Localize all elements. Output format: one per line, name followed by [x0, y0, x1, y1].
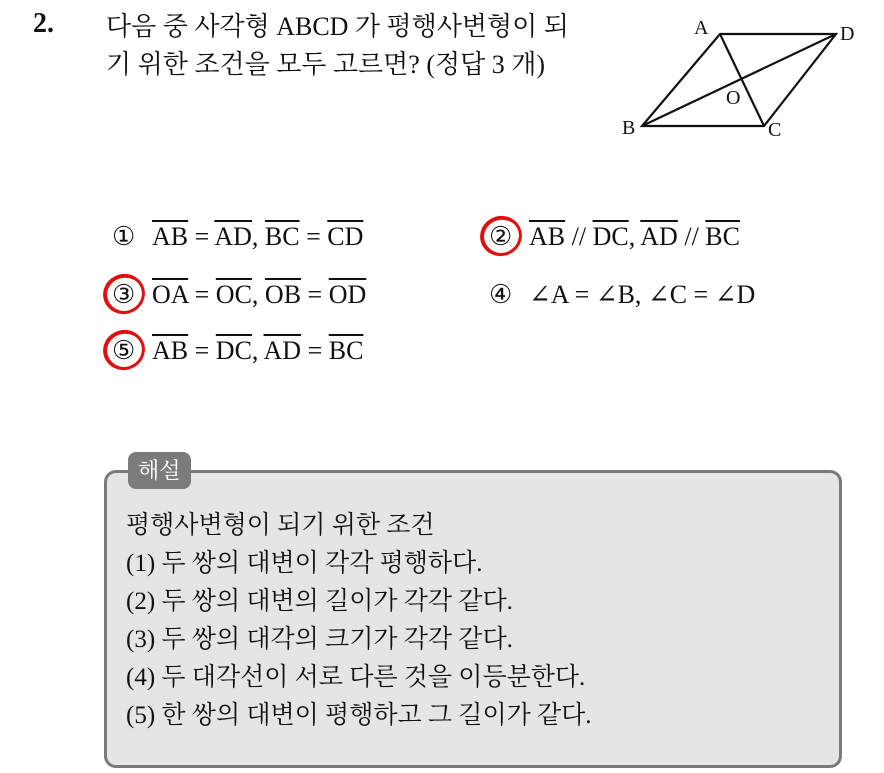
segment: $\overline{BC}$	[264, 222, 300, 251]
segment: $\overline{BC}$	[705, 222, 740, 251]
option-number: ②	[489, 222, 513, 251]
diagonal-bd	[642, 34, 836, 126]
relation: =	[299, 222, 328, 251]
relation: //	[565, 222, 593, 251]
segment: $\overline{AB}$	[152, 222, 189, 251]
option-5[interactable]	[112, 334, 363, 368]
segment: $\overline{AB}$	[529, 222, 566, 251]
option-number: ①	[112, 222, 136, 251]
relation: =	[188, 280, 216, 309]
vertex-label-a: A	[694, 18, 709, 39]
solution-line: (5) 한 쌍의 대변이 평행하고 그 길이가 같다.	[126, 702, 592, 729]
relation: =	[301, 336, 329, 365]
option-number: ④	[489, 280, 513, 309]
option-1[interactable]	[112, 220, 363, 254]
solution-line: (4) 두 대각선이 서로 다른 것을 이등분한다.	[126, 664, 586, 691]
option-3[interactable]	[112, 278, 366, 312]
question-text-line-2: 기 위한 조건을 모두 고르면? (정답 3 개)	[106, 50, 545, 79]
segment: $\overline{OA}$	[152, 280, 189, 309]
segment: $\overline{AD}$	[640, 222, 678, 251]
option-4[interactable]	[489, 278, 755, 312]
relation: =	[188, 222, 215, 251]
vertex-label-c: C	[768, 119, 782, 141]
diagonal-ac	[720, 34, 764, 126]
separator: ,	[251, 280, 265, 309]
solution-line: (2) 두 쌍의 대변의 길이가 각각 같다.	[126, 588, 513, 615]
segment: $\overline{AB}$	[152, 336, 189, 365]
segment: $\overline{BC}$	[328, 336, 364, 365]
solution-text	[126, 507, 592, 735]
question-text-line-1: 다음 중 사각형 ABCD 가 평행사변형이 되	[106, 12, 569, 41]
option-number: ⑤	[112, 336, 136, 365]
segment: $\overline{OD}$	[328, 280, 367, 309]
solution-line: 평행사변형이 되기 위한 조건	[126, 512, 435, 539]
question-number: 2.	[33, 8, 54, 39]
vertex-label-d: D	[840, 23, 855, 45]
solution-tab-label: 해설	[128, 452, 191, 489]
relation: =	[188, 336, 216, 365]
segment: $\overline{CD}$	[327, 222, 364, 251]
question-text	[106, 8, 606, 84]
vertex-label-b: B	[622, 117, 636, 139]
solution-line: (3) 두 쌍의 대각의 크기가 각각 같다.	[126, 626, 513, 653]
segment: $\overline{AD}$	[214, 222, 252, 251]
option-text: ∠A = ∠B, ∠C = ∠D	[529, 280, 756, 309]
option-2[interactable]	[489, 220, 740, 254]
segment: $\overline{OB}$	[264, 280, 302, 309]
separator: ,	[628, 222, 641, 251]
relation: =	[301, 280, 329, 309]
segment: $\overline{AD}$	[263, 336, 302, 365]
segment: $\overline{DC}$	[592, 222, 629, 251]
separator: ,	[251, 222, 265, 251]
center-label-o: O	[726, 87, 741, 109]
solution-line: (1) 두 쌍의 대변이 각각 평행하다.	[126, 550, 483, 577]
segment: $\overline{DC}$	[215, 336, 252, 365]
relation: //	[677, 222, 706, 251]
separator: ,	[251, 336, 264, 365]
segment: $\overline{OC}$	[215, 280, 252, 309]
parallelogram-figure	[612, 18, 872, 148]
option-number: ③	[112, 280, 136, 309]
